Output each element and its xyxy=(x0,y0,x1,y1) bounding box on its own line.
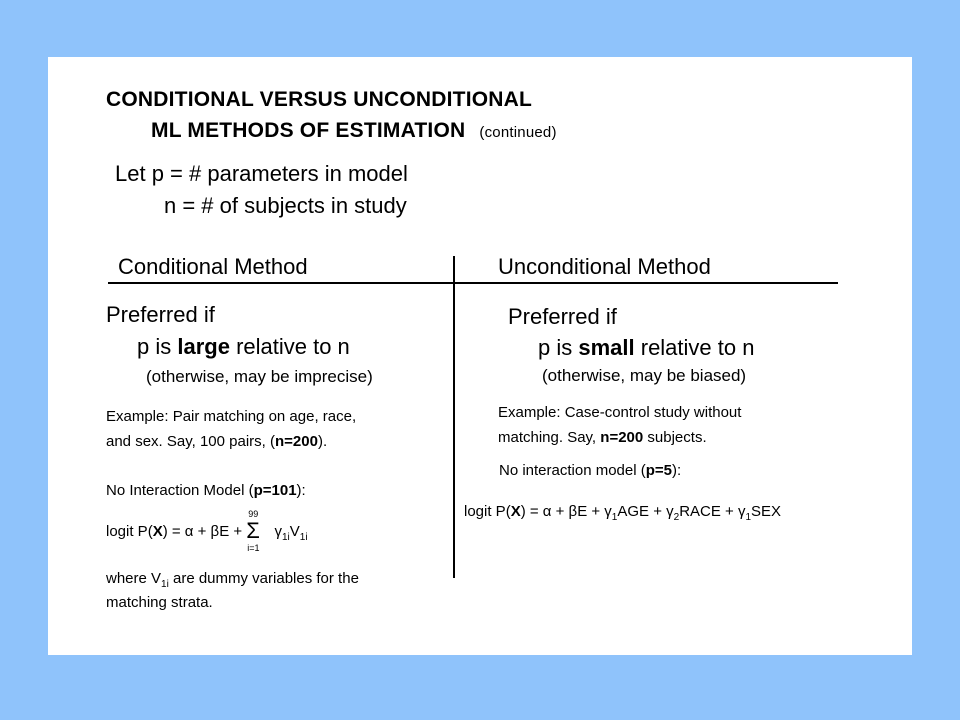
title-line-2-text: ML METHODS OF ESTIMATION xyxy=(151,119,466,142)
left-example-line-1: Example: Pair matching on age, race, xyxy=(106,408,357,425)
left-formula-pre: logit P( xyxy=(106,522,153,540)
right-formula-gamma1-sub: 1 xyxy=(611,512,618,523)
summation-lower: i=1 xyxy=(247,543,260,553)
right-formula-pre: logit P( xyxy=(464,503,511,520)
left-model-p: p xyxy=(253,482,263,499)
right-condition xyxy=(538,335,754,361)
left-formula-v-sub: 1i xyxy=(299,531,308,543)
right-example-n-value: =200 xyxy=(609,429,644,446)
left-preferred-if: Preferred if xyxy=(106,302,215,327)
right-example-post: subjects. xyxy=(643,429,707,446)
right-example-n: n xyxy=(600,429,610,446)
left-model-label xyxy=(106,482,306,499)
left-example-n: n xyxy=(274,433,285,450)
left-model-pre: No Interaction Model ( xyxy=(106,482,254,499)
slide xyxy=(48,57,912,655)
right-model-pre: No interaction model ( xyxy=(499,462,646,479)
right-condition-pre: p is xyxy=(538,335,579,360)
left-where-post: are dummy variables for the xyxy=(168,570,359,587)
title-line-1: CONDITIONAL VERSUS UNCONDITIONAL xyxy=(106,88,533,111)
summation-symbol xyxy=(246,509,270,553)
left-condition xyxy=(137,334,350,360)
left-formula-gamma: γ xyxy=(274,522,282,540)
left-example-post: ). xyxy=(317,433,328,450)
right-condition-post: relative to n xyxy=(634,335,755,360)
unconditional-method-header: Unconditional Method xyxy=(498,254,711,279)
left-condition-bold: large xyxy=(177,334,230,359)
left-condition-pre: p is xyxy=(137,334,178,359)
left-model-post: ): xyxy=(296,482,306,499)
title-line-2 xyxy=(151,119,557,143)
right-example-pre: matching. Say, xyxy=(498,429,601,446)
title-continued: (continued) xyxy=(479,124,557,141)
right-formula-sex: SEX xyxy=(751,503,782,520)
right-formula-age: AGE + γ xyxy=(617,503,674,520)
left-formula-x: X xyxy=(152,522,163,540)
definition-p: Let p = # parameters in model xyxy=(115,161,408,186)
left-example-pre: and sex. Say, 100 pairs, ( xyxy=(106,433,275,450)
definition-n: n = # of subjects in study xyxy=(164,193,407,218)
left-model-p-value: =101 xyxy=(262,482,297,499)
conditional-method-header: Conditional Method xyxy=(118,254,308,279)
right-model-p-value: =5 xyxy=(654,462,673,479)
left-formula-mid: ) = α + βE + xyxy=(162,522,247,540)
left-example-n-value: =200 xyxy=(284,433,318,450)
right-model-label xyxy=(499,462,681,479)
summation-sigma: Σ xyxy=(246,518,260,543)
left-where-line-1 xyxy=(106,570,359,590)
left-formula-v: V xyxy=(289,522,300,540)
right-model-post: ): xyxy=(672,462,682,479)
left-where-pre: where V xyxy=(106,570,162,587)
left-note: (otherwise, may be imprecise) xyxy=(146,367,373,386)
right-formula xyxy=(464,503,781,523)
right-formula-gamma2-sub: 2 xyxy=(673,512,680,523)
right-formula-gamma3-sub: 1 xyxy=(745,512,752,523)
right-preferred-if: Preferred if xyxy=(508,304,617,329)
right-condition-bold: small xyxy=(578,335,635,360)
left-formula xyxy=(106,509,308,553)
left-where-line-2: matching strata. xyxy=(106,594,213,611)
left-where-sub: 1i xyxy=(161,579,169,590)
header-divider xyxy=(108,282,838,284)
right-model-p: p xyxy=(645,462,655,479)
right-formula-x: X xyxy=(510,503,521,520)
right-note: (otherwise, may be biased) xyxy=(542,366,747,385)
summation-upper: 99 xyxy=(248,509,259,519)
left-example-line-2 xyxy=(106,433,327,450)
right-example-line-2 xyxy=(498,429,707,446)
left-condition-post: relative to n xyxy=(229,334,350,359)
right-example-line-1: Example: Case-control study without xyxy=(498,404,742,421)
right-formula-part-1: ) = α + βE + γ xyxy=(520,503,612,520)
right-formula-race: RACE + γ xyxy=(679,503,746,520)
column-divider xyxy=(453,256,455,578)
left-formula-gamma-sub: 1i xyxy=(281,531,290,543)
